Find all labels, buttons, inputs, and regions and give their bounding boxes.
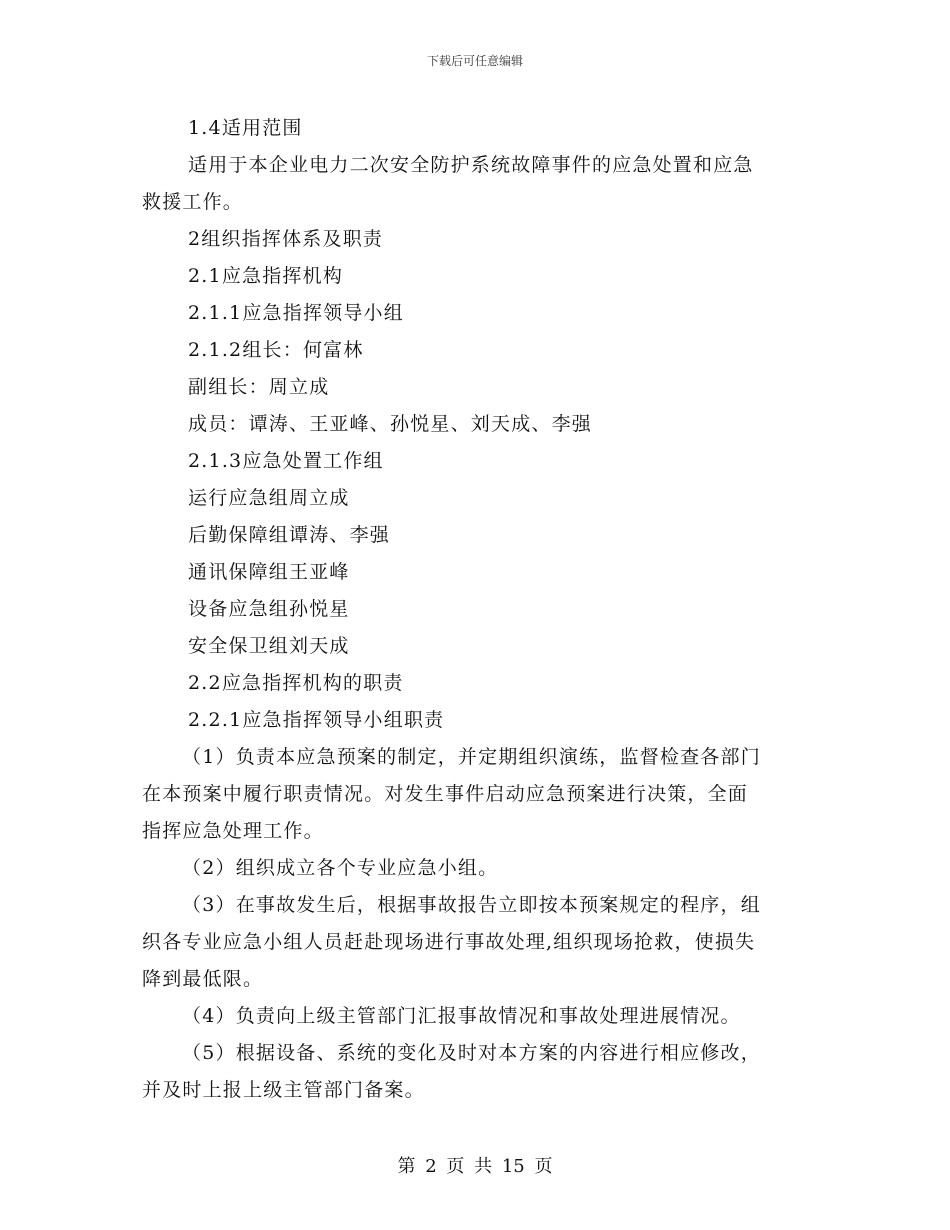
page-number: 第 2 页 共 15 页 bbox=[397, 1156, 553, 1177]
paragraph-line: （2）组织成立各个专业应急小组。 bbox=[182, 857, 499, 879]
paragraph-line: 2组织指挥体系及职责 bbox=[188, 228, 384, 250]
paragraph-line: （5）根据设备、系统的变化及时对本方案的内容进行相应修改， bbox=[182, 1042, 761, 1064]
paragraph-line: 副组长：周立成 bbox=[188, 376, 330, 398]
paragraph-line: 2.2.1应急指挥领导小组职责 bbox=[188, 709, 445, 731]
paragraph-line: 2.1.1应急指挥领导小组 bbox=[188, 302, 404, 324]
paragraph-line: 通讯保障组王亚峰 bbox=[188, 561, 350, 583]
header-note: 下载后可任意编辑 bbox=[426, 54, 523, 68]
paragraph-line: 2.1应急指挥机构 bbox=[188, 265, 344, 287]
paragraph-line: 2.1.2组长：何富林 bbox=[188, 339, 364, 361]
paragraph-line: 运行应急组周立成 bbox=[188, 487, 350, 509]
paragraph-line: 救援工作。 bbox=[142, 191, 244, 213]
paragraph-line: 在本预案中履行职责情况。对发生事件启动应急预案进行决策，全面 bbox=[142, 783, 749, 805]
paragraph-line: （3）在事故发生后，根据事故报告立即按本预案规定的程序，组 bbox=[182, 894, 761, 916]
paragraph-line: 降到最低限。 bbox=[142, 968, 264, 990]
paragraph-line: 安全保卫组刘天成 bbox=[188, 635, 350, 657]
paragraph-line: 后勤保障组谭涛、李强 bbox=[188, 524, 391, 546]
paragraph-line: 并及时上报上级主管部门备案。 bbox=[142, 1079, 425, 1101]
paragraph-line: 指挥应急处理工作。 bbox=[142, 820, 324, 842]
paragraph-line: 织各专业应急小组人员赶赴现场进行事故处理,组织现场抢救，使损失 bbox=[142, 931, 756, 953]
paragraph-line: 2.1.3应急处置工作组 bbox=[188, 450, 384, 472]
paragraph-line: 设备应急组孙悦星 bbox=[188, 598, 350, 620]
paragraph-line: 2.2应急指挥机构的职责 bbox=[188, 672, 404, 694]
paragraph-line: （1）负责本应急预案的制定，并定期组织演练，监督检查各部门 bbox=[182, 746, 761, 768]
paragraph-line: 1.4适用范围 bbox=[188, 117, 303, 139]
paragraph-line: 适用于本企业电力二次安全防护系统故障事件的应急处置和应急 bbox=[188, 154, 754, 176]
paragraph-line: 成员：谭涛、王亚峰、孙悦星、刘天成、李强 bbox=[188, 413, 593, 435]
document-body bbox=[142, 110, 812, 1109]
paragraph-line: （4）负责向上级主管部门汇报事故情况和事故处理进展情况。 bbox=[182, 1005, 741, 1027]
